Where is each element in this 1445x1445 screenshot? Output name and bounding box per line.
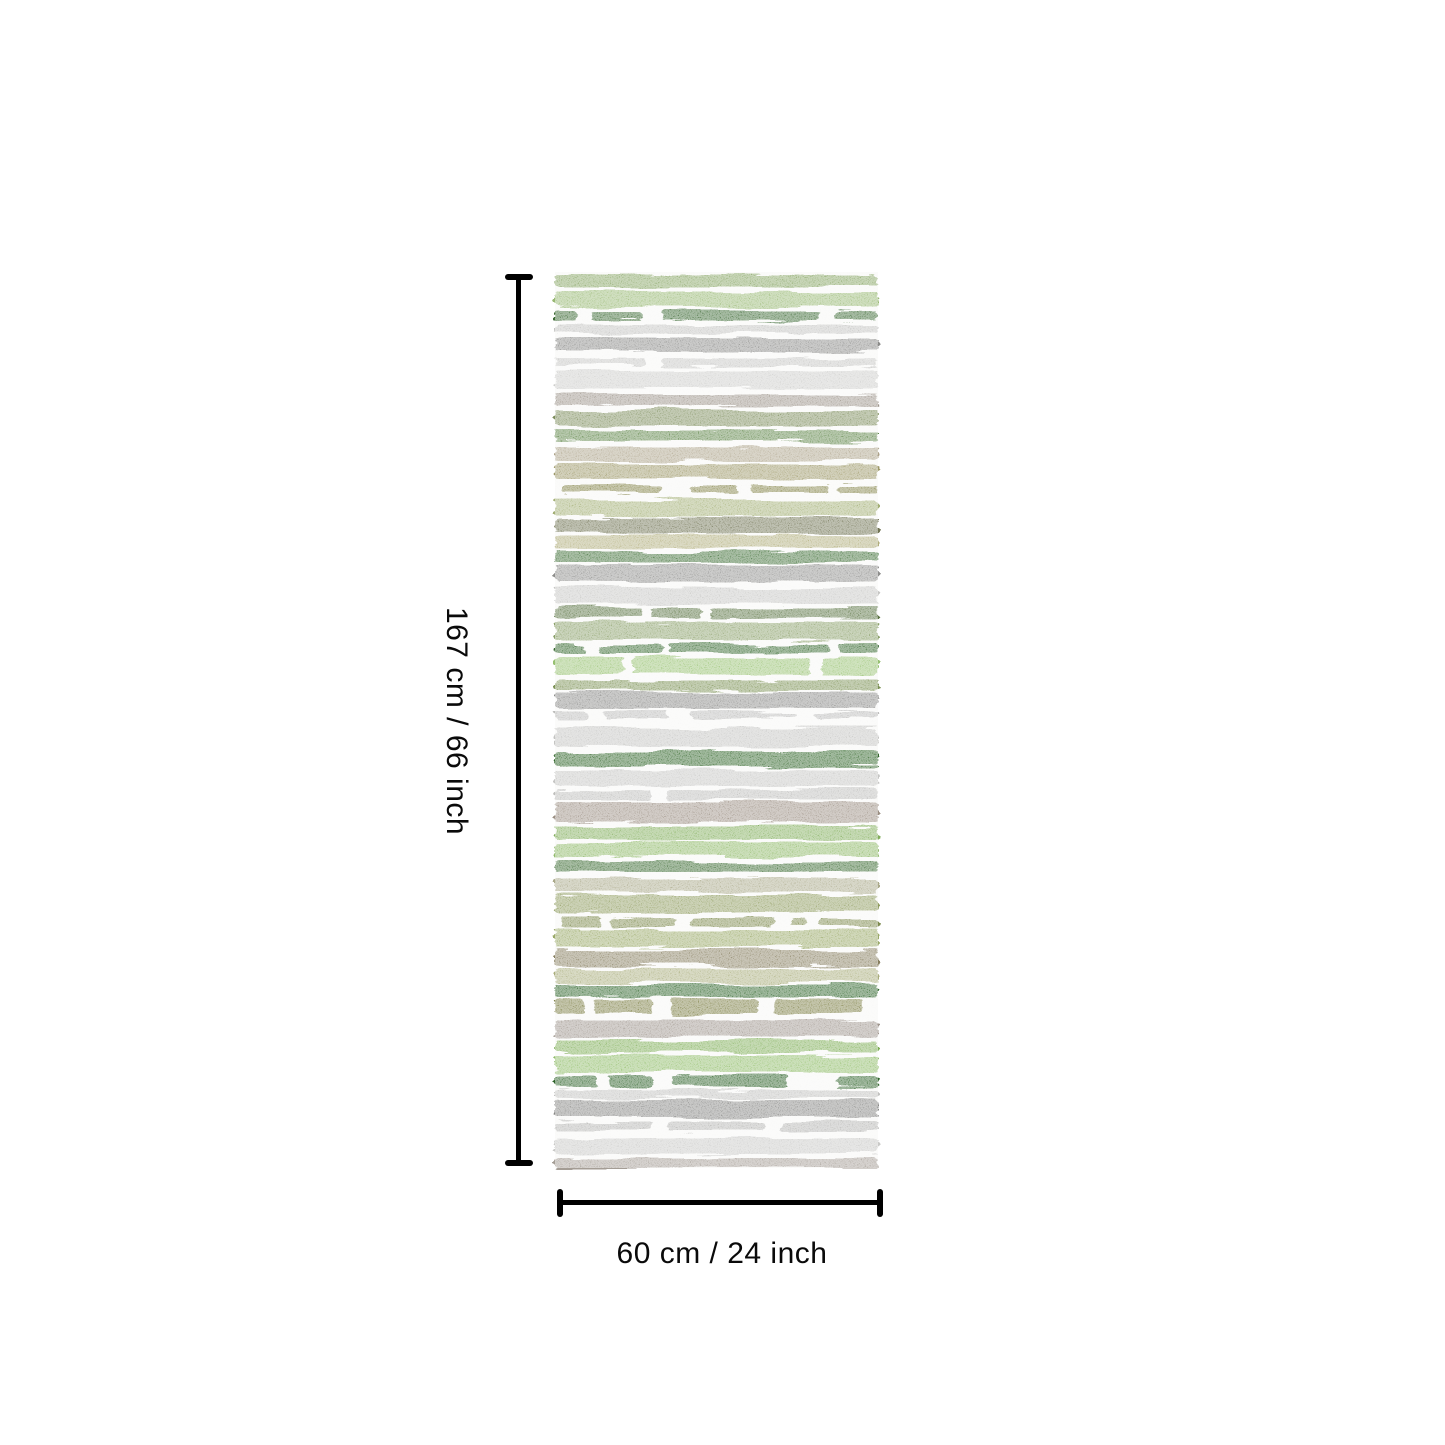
height-dimension-label: 167 cm / 66 inch <box>440 606 473 836</box>
height-dim-bottom-cap <box>505 1160 533 1166</box>
swatch-svg <box>555 272 878 1168</box>
width-dimension-line <box>557 1189 883 1217</box>
paper-grain-texture <box>555 272 878 1168</box>
width-dimension-label: 60 cm / 24 inch <box>616 1237 828 1270</box>
width-dim-right-cap <box>877 1189 883 1217</box>
height-dimension-line <box>505 274 533 1166</box>
width-dim-shaft <box>557 1200 883 1205</box>
wallpaper-swatch <box>555 272 878 1168</box>
height-dim-shaft <box>516 274 521 1166</box>
